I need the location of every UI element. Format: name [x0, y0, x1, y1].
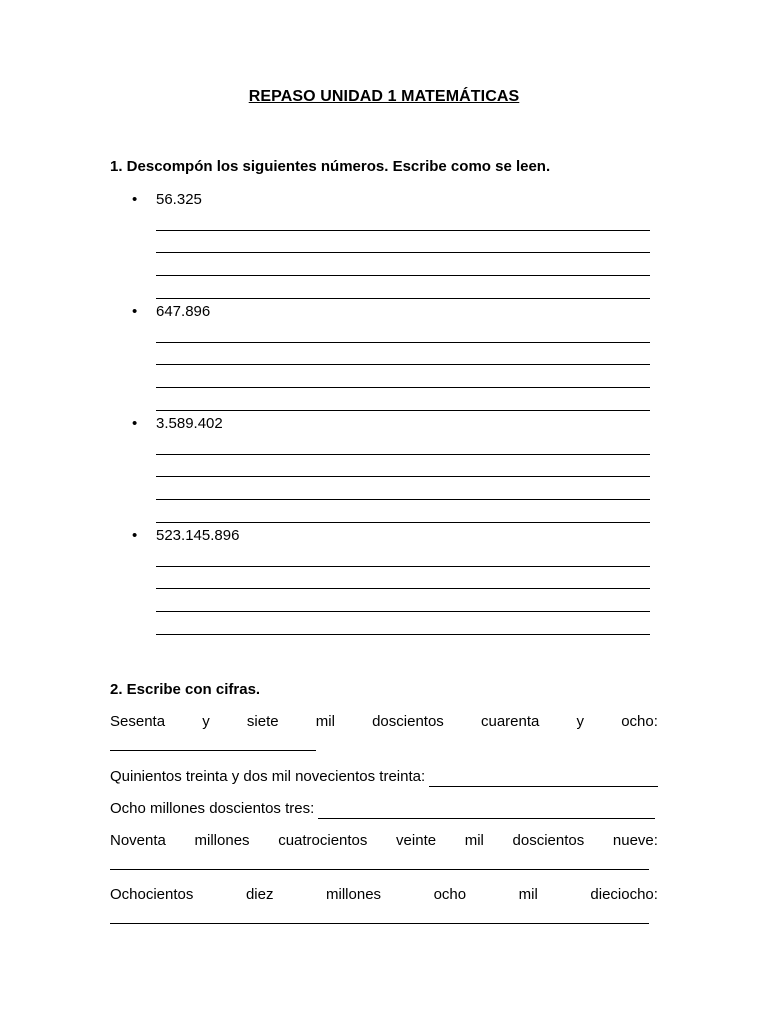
- question-2: [110, 767, 658, 787]
- number-to-decompose: 647.896: [156, 303, 211, 320]
- answer-line[interactable]: [156, 566, 650, 567]
- answer-line[interactable]: [156, 611, 650, 612]
- answer-line[interactable]: [110, 869, 649, 870]
- word: millones: [194, 832, 250, 849]
- word: ocho:: [621, 713, 658, 730]
- word: diez: [245, 886, 274, 903]
- word: Sesenta: [110, 713, 166, 730]
- word: y: [576, 713, 585, 730]
- word: cuarenta: [480, 713, 540, 730]
- word: ocho: [433, 886, 467, 903]
- question-1-text: [110, 712, 658, 732]
- answer-line[interactable]: [156, 364, 650, 365]
- bullet: •: [132, 527, 138, 544]
- number-to-decompose: 3.589.402: [156, 415, 223, 432]
- number-to-decompose: 56.325: [156, 191, 202, 208]
- word: Ochocientos: [110, 886, 194, 903]
- word: Noventa: [110, 832, 166, 849]
- bullet: •: [132, 191, 138, 208]
- answer-line[interactable]: [110, 923, 649, 924]
- word: siete: [246, 713, 279, 730]
- word: doscientos: [512, 832, 585, 849]
- answer-line[interactable]: [110, 750, 316, 751]
- word: mil: [315, 713, 335, 730]
- answer-line[interactable]: [156, 499, 650, 500]
- answer-line[interactable]: [156, 410, 650, 411]
- answer-line[interactable]: [156, 476, 650, 477]
- answer-line[interactable]: [156, 298, 650, 299]
- word: dieciocho:: [590, 886, 658, 903]
- question-5-text: [110, 885, 658, 905]
- answer-line[interactable]: [318, 804, 655, 819]
- answer-line[interactable]: [156, 634, 650, 635]
- word: cuatrocientos: [278, 832, 368, 849]
- question-3: [110, 799, 655, 819]
- answer-line[interactable]: [156, 230, 650, 231]
- answer-line[interactable]: [156, 252, 650, 253]
- question-3-text: Ocho millones doscientos tres:: [110, 800, 315, 817]
- bullet: •: [132, 415, 138, 432]
- word: mil: [518, 886, 538, 903]
- section-2-heading: 2. Escribe con cifras.: [110, 681, 261, 698]
- bullet: •: [132, 303, 138, 320]
- word: y: [202, 713, 210, 730]
- answer-line[interactable]: [156, 275, 650, 276]
- answer-line[interactable]: [156, 454, 650, 455]
- word: millones: [326, 886, 382, 903]
- answer-line[interactable]: [156, 387, 650, 388]
- answer-line[interactable]: [156, 588, 650, 589]
- word: veinte: [396, 832, 437, 849]
- answer-line[interactable]: [156, 342, 650, 343]
- question-4-text: [110, 831, 658, 851]
- answer-line[interactable]: [156, 522, 650, 523]
- word: doscientos: [372, 713, 444, 730]
- question-2-text: Quinientos treinta y dos mil novecientos treinta:: [110, 768, 426, 785]
- word: mil: [464, 832, 484, 849]
- word: nueve:: [612, 832, 658, 849]
- section-1-heading: 1. Descompón los siguientes números. Escribe como se leen.: [110, 158, 551, 175]
- answer-line[interactable]: [429, 772, 658, 787]
- number-to-decompose: 523.145.896: [156, 527, 240, 544]
- page-title: REPASO UNIDAD 1 MATEMÁTICAS: [248, 88, 520, 105]
